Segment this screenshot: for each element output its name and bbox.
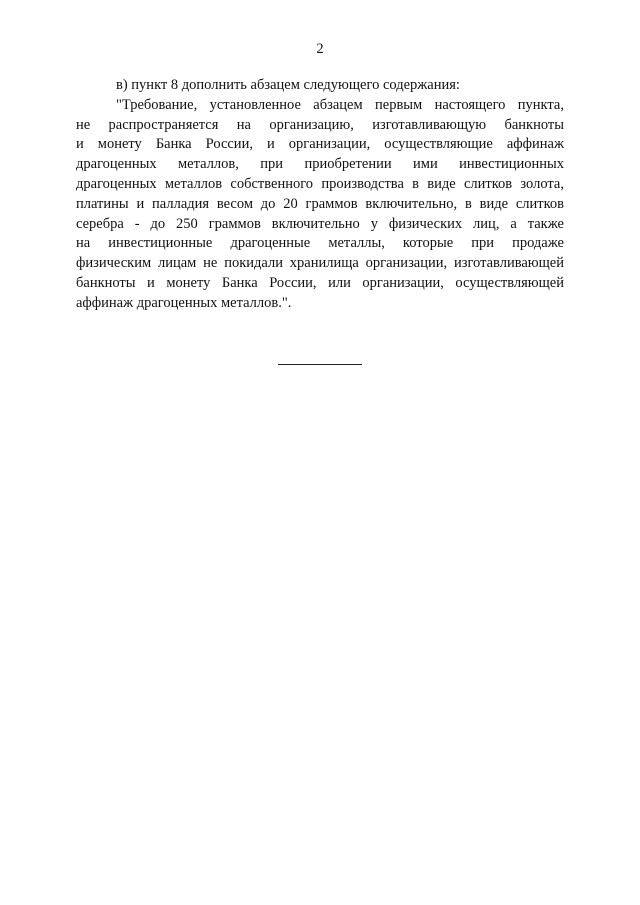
text-line: аффинаж драгоценных металлов.".: [76, 294, 292, 311]
text-line: физическим лицам не покидали хранилища организации, изготавливающей: [76, 255, 564, 272]
page-number: 2: [316, 41, 324, 57]
text-line: на инвестиционные драгоценные металлы, которые при продаже: [76, 235, 564, 252]
text-line: в) пункт 8 дополнить абзацем следующего содержания:: [116, 77, 460, 93]
text-line: "Требование, установленное абзацем первым настоящего пункта,: [116, 96, 564, 113]
text-line: не распространяется на организацию, изготавливающую банкноты: [76, 116, 564, 133]
text-line: драгоценных металлов собственного производства в виде слитков золота,: [76, 175, 564, 192]
text-line: банкноты и монету Банка России, или организации, осуществляющей: [76, 274, 564, 291]
end-separator-line: [278, 364, 362, 365]
text-line: драгоценных металлов, при приобретении ими инвестиционных: [76, 156, 564, 173]
document-body: [76, 76, 564, 314]
text-line: серебра - до 250 граммов включительно у физических лиц, а также: [76, 215, 564, 232]
text-line: и монету Банка России, и организации, осуществляющие аффинаж: [76, 136, 564, 153]
text-line: платины и палладия весом до 20 граммов включительно, в виде слитков: [76, 195, 564, 212]
